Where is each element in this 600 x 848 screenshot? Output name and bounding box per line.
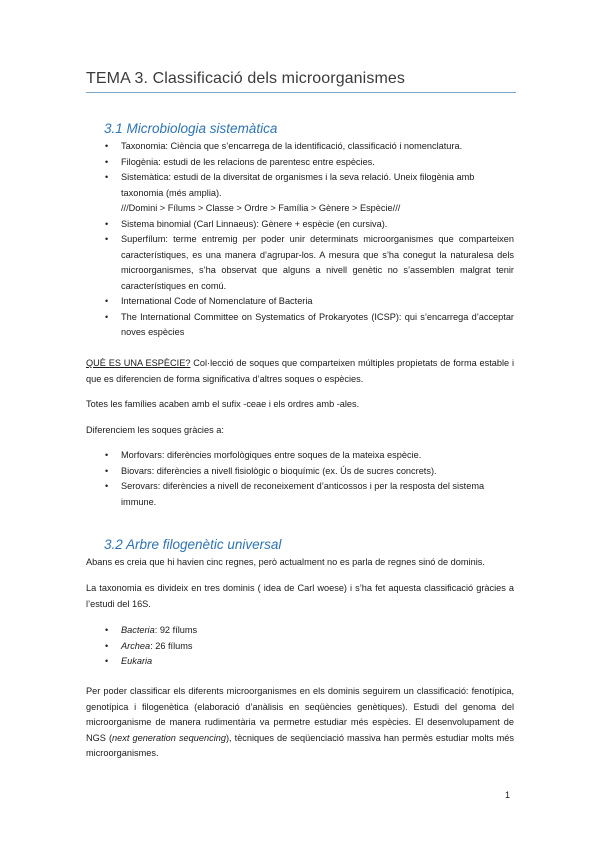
classificacio-paragraph: Per poder classificar els diferents microorganismes en els dominis seguirem un classificació: fenotípica, genotípica i filogenètica (elaboració d’anàlisis en seqüències genètiques). Estudi del genoma del microorganisme de manera rudimentària va permetre estudiar més espècies. El desenvolupament de NGS (next generation sequencing), tècniques de seqüenciació massiva han permès estudiar molts més microorganismes. (86, 686, 515, 758)
bullet-icon: • (105, 481, 109, 491)
list-item: • Biovars: diferències a nivell fisiològic o bioquímic (ex. Ús de sucres concrets). (86, 464, 514, 480)
bullet-icon: • (105, 656, 109, 666)
list-item: • The International Committee on Systematics of Prokaryotes (ICSP): qui s’encarrega d’acceptar noves espècies (105, 311, 514, 337)
list-item: • Eukaria (86, 654, 514, 670)
bullet-icon: • (105, 465, 109, 476)
list-item: • Sistemàtica: estudi de la diversitat de organismes i la seva relació. Uneix filogènia amb taxonomia (més amplia). ///Domini > Fílums > Classe > Ordre > Família > Gènere > Espècie/// (105, 172, 475, 213)
soques-list (86, 448, 514, 510)
bullet-icon: • (105, 218, 109, 229)
especie-paragraph: QUÈ ES UNA ESPÈCIE? Col·lecció de soques que comparteixen múltiples propietats de forma estable i que es diferencien de forma significativa d’altres soques o espècies. (86, 358, 514, 384)
list-item: • Taxonomia: Ciència que s’encarrega de la identificació, classificació i nomenclatura. (86, 139, 514, 155)
soques-intro: Diferenciem les soques gràcies a: (86, 425, 224, 435)
list-item: • Archea: 26 fílums (86, 639, 514, 655)
bullet-icon: • (105, 296, 109, 306)
definitions-list (86, 139, 514, 341)
bullet-icon: • (105, 311, 109, 322)
taxonomia-paragraph: La taxonomia es divideix en tres dominis ( idea de Carl woese) i s’ha fet aquesta classificació gràcies a l’estudi del 16S. (86, 583, 514, 609)
page-number: 1 (505, 790, 511, 800)
sufix-paragraph: Totes les famílies acaben amb el sufix -ceae i els ordres amb -ales. (86, 399, 360, 409)
bullet-icon: • (105, 234, 109, 244)
list-item: • Sistema binomial (Carl Linnaeus): Gènere + espècie (en cursiva). (86, 217, 514, 233)
bullet-icon: • (105, 450, 109, 460)
list-item: • Filogènia: estudi de les relacions de parentesc entre espècies. (86, 155, 514, 171)
section-heading-1: 3.1 Microbiologia sistemàtica (104, 121, 278, 136)
section-heading-2: 3.2 Arbre filogenètic universal (104, 537, 282, 552)
domains-list (86, 623, 514, 670)
bullet-icon: • (105, 640, 109, 651)
regnes-paragraph: Abans es creia que hi havien cinc regnes, però actualment no es parla de regnes sinó de dominis. (86, 557, 485, 567)
list-item: • International Code of Nomenclature of Bacteria (86, 294, 514, 310)
bullet-icon: • (105, 625, 109, 635)
page-title: TEMA 3. Classificació dels microorganismes (86, 70, 516, 93)
hierarchy-line: ///Domini > Fílums > Classe > Ordre > Família > Gènere > Espècie/// (121, 203, 401, 213)
bullet-icon: • (105, 141, 109, 151)
bullet-icon: • (105, 156, 109, 167)
especie-label: QUÈ ES UNA ESPÈCIE? (86, 358, 191, 368)
list-item: • Serovars: diferències a nivell de reconeixement d’anticossos i per la resposta del sistema immune. (105, 481, 485, 507)
list-item: • Bacteria: 92 fílums (86, 623, 514, 639)
list-item: • Superfílum: terme entremig per poder unir determinats microorganismes que comparteixen característiques, es una manera d’agrupar-los. A mesura que s’ha conegut la naturalesa dels microorganismes, s’ha observat que alguns a nivell genètic no s’assemblen malgrat tenir característiques en comú. (105, 234, 514, 291)
bullet-icon: • (105, 172, 109, 182)
list-item: • Morfovars: diferències morfològiques entre soques de la mateixa espècie. (86, 448, 514, 464)
